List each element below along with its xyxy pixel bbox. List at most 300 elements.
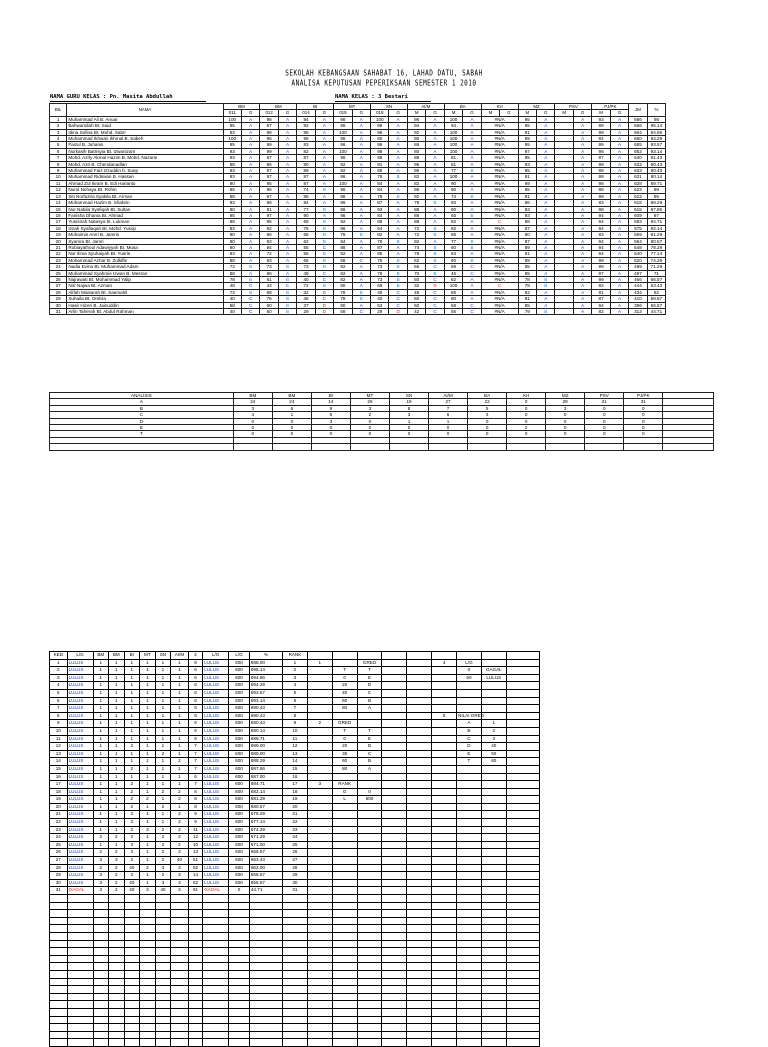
mark-cell: 84 <box>444 251 462 257</box>
pct-cell: 90.43 <box>647 168 665 174</box>
grade-cell: A <box>352 219 370 225</box>
bil-cell: 6 <box>50 148 67 154</box>
grade-cell: A <box>537 155 555 161</box>
blank-cell <box>171 970 189 978</box>
blank-cell <box>457 834 482 842</box>
mark-cell: 99 <box>592 123 610 129</box>
mark-cell: 96 <box>334 123 352 129</box>
ranking-cell: LULUS <box>67 705 93 713</box>
bil-cell: 20 <box>50 238 67 244</box>
blank-cell <box>506 887 539 895</box>
mark-cell: 56 <box>407 264 425 270</box>
mark-cell: 46 <box>297 296 315 302</box>
blank-cell <box>307 940 332 948</box>
blank-cell <box>407 841 432 849</box>
ranking-cell: 1 <box>171 803 189 811</box>
pct-cell: 74.29 <box>647 257 665 263</box>
ranking-cell: 1 <box>155 697 171 705</box>
blank-cell <box>188 986 203 994</box>
ranking-cell: 25 <box>50 841 68 849</box>
ranking-cell: 52 <box>188 864 203 872</box>
mark-cell: 80 <box>334 283 352 289</box>
mark-cell: 73 <box>297 264 315 270</box>
ranking-cell: 3 <box>93 887 109 895</box>
ranking-cell: 600 <box>229 750 250 758</box>
mark-cell: 92 <box>592 283 610 289</box>
blank-cell <box>457 682 482 690</box>
blank-cell <box>307 773 332 781</box>
blank-cell <box>124 963 140 971</box>
mark-cell: 96 <box>407 168 425 174</box>
mark-cell: 82 <box>444 219 462 225</box>
analysis-count: 0 <box>311 425 350 431</box>
grade-cell: A <box>315 155 333 161</box>
ranking-cell: LULUS <box>203 841 229 849</box>
blank-cell <box>188 963 203 971</box>
subject-header: BI <box>297 104 334 110</box>
blank-cell <box>50 1039 68 1047</box>
mark-cell: 78 <box>223 276 241 282</box>
ranking-cell: 2 <box>93 864 109 872</box>
ranking-cell: 2 <box>155 788 171 796</box>
student-name: Siti Norfazira Syakila Bt. Arman <box>67 193 223 199</box>
mark-cell: 82 <box>371 232 389 238</box>
blank-cell <box>307 864 332 872</box>
blank-cell <box>203 955 229 963</box>
blank-cell <box>506 788 539 796</box>
blank-cell <box>249 1001 282 1009</box>
blank-cell <box>307 986 332 994</box>
blank-cell <box>382 872 407 880</box>
grade-cell: C <box>241 309 259 315</box>
mark-cell: 60 <box>444 244 462 250</box>
grade-cell: A <box>278 200 296 206</box>
ranking-cell: 1 <box>140 674 156 682</box>
blank-cell <box>382 925 407 933</box>
mark-cell: 94 <box>592 244 610 250</box>
blank-cell <box>663 444 714 450</box>
ranking-cell: 1 <box>171 697 189 705</box>
ranking-cell: LULUS <box>203 674 229 682</box>
blank-cell <box>357 993 382 1001</box>
blank-cell <box>249 925 282 933</box>
blank-cell <box>332 849 357 857</box>
ranking-row <box>50 970 540 978</box>
pct-cell: 88.29 <box>647 200 665 206</box>
grade-cell: C <box>315 270 333 276</box>
ranking-cell: 2 <box>109 834 125 842</box>
mark-cell: 68 <box>297 232 315 238</box>
grade-cell: B <box>389 276 407 282</box>
grade-cell: A <box>352 238 370 244</box>
grade-cell: A <box>463 161 481 167</box>
ranking-cell: 2 <box>93 834 109 842</box>
grade-cell: A <box>463 200 481 206</box>
student-name: Mohd. Azrly Akmal Hazim B. Mohd. Nazarie <box>67 155 223 161</box>
grade-cell: A <box>315 123 333 129</box>
bil-cell: 24 <box>50 264 67 270</box>
grade-cell: B <box>426 251 444 257</box>
student-name: Robiayathoul Adawiyyah Bt. Musa <box>67 244 223 250</box>
grade-cell: D <box>389 309 407 315</box>
mark-cell: 85 <box>518 168 536 174</box>
grade-cell: A <box>352 212 370 218</box>
mark-cell: 87 <box>297 155 315 161</box>
grade-cell: A <box>352 148 370 154</box>
blank-cell <box>332 652 357 660</box>
grade-cell: A <box>610 123 628 129</box>
mark-cell: 87 <box>592 296 610 302</box>
subject-header: KH <box>481 104 518 110</box>
blank-cell <box>432 902 457 910</box>
subject-header: BA <box>444 104 481 110</box>
ranking-cell: LULUS <box>203 849 229 857</box>
ranking-cell: 1 <box>140 803 156 811</box>
blank-cell <box>140 963 156 971</box>
blank-cell <box>506 674 539 682</box>
blank-cell <box>155 940 171 948</box>
ranking-cell: 3 <box>171 834 189 842</box>
blank-cell <box>307 902 332 910</box>
grade-cell: C <box>315 276 333 282</box>
blank-cell <box>332 978 357 986</box>
analysis-grade: A <box>50 399 234 405</box>
blank-cell <box>506 811 539 819</box>
grade-cell: A <box>278 155 296 161</box>
ranking-row <box>50 864 540 872</box>
ranking-row <box>50 932 540 940</box>
ranking-cell: 690.43 <box>249 720 282 728</box>
ranking-cell: 671.00 <box>249 841 282 849</box>
ranking-cell: 31 <box>50 887 68 895</box>
ranking-cell: 3 <box>171 849 189 857</box>
grade-cell: C <box>241 302 259 308</box>
report-title: ANALISA KEPUTUSAN PEPERIKSAAN SEMESTER 1 2010 <box>291 78 477 89</box>
grade-cell: B <box>278 309 296 315</box>
lookup-cell: 0 <box>332 674 357 682</box>
grade-cell: A <box>352 123 370 129</box>
ranking-cell: 1 <box>93 765 109 773</box>
ranking-cell: 1 <box>155 689 171 697</box>
blank-cell <box>506 857 539 865</box>
grade-cell: A <box>241 219 259 225</box>
blank-cell <box>188 902 203 910</box>
blank-cell <box>432 864 457 872</box>
blank-cell <box>307 803 332 811</box>
analysis-count: 0 <box>624 431 663 437</box>
mark-cell: 91 <box>518 129 536 135</box>
blank-cell <box>229 1001 250 1009</box>
grade-cell: A <box>537 206 555 212</box>
analysis-subject: BM <box>272 393 311 399</box>
grade-cell: A <box>463 219 481 225</box>
blank-cell <box>407 986 432 994</box>
blank-cell <box>155 917 171 925</box>
blank-cell <box>332 826 357 834</box>
grade-cell: A <box>610 206 628 212</box>
lookup-cell: L/G <box>457 659 482 667</box>
blank-cell <box>155 963 171 971</box>
pct-cell: 56.57 <box>647 302 665 308</box>
analysis-count: 0 <box>624 425 663 431</box>
grade-cell: C <box>426 289 444 295</box>
blank-cell <box>382 993 407 1001</box>
blank-cell <box>332 917 357 925</box>
psv-grade-cell: A <box>573 136 591 142</box>
blank-cell <box>407 735 432 743</box>
ranking-cell: 1 <box>124 667 140 675</box>
mark-cell: 98 <box>371 155 389 161</box>
mark-cell: 85 <box>223 187 241 193</box>
student-name: Hasir Hizeri B. Jainuddin <box>67 302 223 308</box>
blank-cell <box>283 1016 308 1024</box>
analysis-count: 31 <box>585 399 624 405</box>
ranking-row <box>50 986 540 994</box>
grade-cell: A <box>352 244 370 250</box>
mark-cell: 95 <box>260 232 278 238</box>
grade-cell: B <box>315 187 333 193</box>
blank-cell <box>481 978 506 986</box>
ranking-cell: 1 <box>93 796 109 804</box>
ranking-row <box>50 1031 540 1039</box>
mark-cell: 91 <box>518 251 536 257</box>
blank-cell <box>171 1008 189 1016</box>
blank-cell <box>124 1024 140 1032</box>
ranking-cell: 31 <box>283 887 308 895</box>
grade-cell: A <box>278 142 296 148</box>
analysis-count: 5 <box>468 405 507 411</box>
grade-cell: A <box>278 123 296 129</box>
mark-cell: 90 <box>407 136 425 142</box>
mark-cell: 100 <box>223 116 241 122</box>
grade-cell: A <box>537 116 555 122</box>
blank-cell <box>481 788 506 796</box>
blank-cell <box>457 925 482 933</box>
kh-cell: #N/A <box>481 212 518 218</box>
ranking-cell: LULUS <box>203 689 229 697</box>
grade-cell: A <box>241 193 259 199</box>
ranking-row <box>50 788 540 796</box>
grade-cell: A <box>278 180 296 186</box>
ranking-cell: LULUS <box>203 872 229 880</box>
analysis-count: 14 <box>311 399 350 405</box>
ranking-cell: 1 <box>140 879 156 887</box>
ranking-cell: 600 <box>229 781 250 789</box>
grade-cell: A <box>610 276 628 282</box>
ranking-header: SN <box>155 652 171 660</box>
mark-cell: 96 <box>297 136 315 142</box>
grade-cell: A <box>463 142 481 148</box>
blank-cell <box>188 1008 203 1016</box>
blank-cell <box>229 1031 250 1039</box>
blank-cell <box>481 963 506 971</box>
blank-cell <box>332 712 357 720</box>
class-underline <box>335 101 431 102</box>
ranking-row <box>50 887 540 895</box>
mark-cell: 93 <box>592 116 610 122</box>
grade-cell: B <box>315 206 333 212</box>
ranking-cell: 26 <box>50 849 68 857</box>
mark-cell: 89 <box>297 168 315 174</box>
blank-cell <box>407 697 432 705</box>
blank-cell <box>407 1008 432 1016</box>
ranking-header: L/G <box>203 652 229 660</box>
pct-header: % <box>647 104 665 117</box>
blank-cell <box>155 978 171 986</box>
mark-cell: 96 <box>334 155 352 161</box>
grade-cell: B <box>241 276 259 282</box>
g-header: G <box>537 110 555 116</box>
blank-cell <box>67 925 93 933</box>
grade-cell: D <box>315 289 333 295</box>
mark-cell: 93 <box>223 155 241 161</box>
psv-grade-cell: A <box>573 244 591 250</box>
grade-cell: A <box>610 225 628 231</box>
blank-cell <box>307 765 332 773</box>
blank-cell <box>249 955 282 963</box>
ranking-cell: LULUS <box>203 667 229 675</box>
mark-cell: 72 <box>260 251 278 257</box>
blank-cell <box>407 796 432 804</box>
mark-cell: 86 <box>444 289 462 295</box>
blank-cell <box>506 864 539 872</box>
ranking-cell: LULUS <box>203 879 229 887</box>
grade-cell: A <box>610 148 628 154</box>
blank-cell <box>506 872 539 880</box>
ranking-cell: 1 <box>140 712 156 720</box>
mark-cell: 83 <box>297 142 315 148</box>
lookup-cell: 60 <box>332 758 357 766</box>
ranking-row <box>50 720 540 728</box>
blank-cell <box>307 895 332 903</box>
mark-cell: 72 <box>297 283 315 289</box>
blank-cell <box>140 948 156 956</box>
ranking-cell: 1 <box>109 803 125 811</box>
ranking-header: AI/M <box>171 652 189 660</box>
blank-cell <box>457 803 482 811</box>
grade-cell: A <box>241 244 259 250</box>
mark-cell: 92 <box>334 219 352 225</box>
kh-cell: #N/A <box>481 116 518 122</box>
blank-cell <box>332 841 357 849</box>
blank-cell <box>481 1008 506 1016</box>
subject-header: SN <box>371 104 408 110</box>
blank-cell <box>407 1031 432 1039</box>
ranking-cell: LULUS <box>67 697 93 705</box>
ranking-cell: 1 <box>155 667 171 675</box>
jm-cell: 660 <box>629 136 647 142</box>
blank-cell <box>155 925 171 933</box>
jm-cell: 666 <box>629 123 647 129</box>
blank-cell <box>155 910 171 918</box>
blank-cell <box>332 1031 357 1039</box>
ranking-cell: LULUS <box>67 819 93 827</box>
mark-cell: 95 <box>223 212 241 218</box>
ranking-cell: 689.71 <box>249 735 282 743</box>
blank-cell <box>307 925 332 933</box>
blank-cell <box>332 963 357 971</box>
ranking-cell: LULUS <box>203 697 229 705</box>
analysis-subject: MZ <box>546 393 585 399</box>
jm-cell: 652 <box>629 148 647 154</box>
blank-cell <box>382 902 407 910</box>
kh-cell: C <box>481 219 518 225</box>
bil-cell: 8 <box>50 161 67 167</box>
jm-cell: 609 <box>629 212 647 218</box>
ranking-cell: 23 <box>50 826 68 834</box>
mark-cell: 49 <box>371 289 389 295</box>
blank-cell <box>432 1024 457 1032</box>
grade-cell: A <box>537 129 555 135</box>
mark-cell: 98 <box>334 116 352 122</box>
ranking-cell: 10 <box>283 727 308 735</box>
lookup-cell: A <box>357 765 382 773</box>
mark-cell: 92 <box>334 264 352 270</box>
lookup-cell: 20 <box>332 682 357 690</box>
mark-cell: 88 <box>518 219 536 225</box>
mark-cell: 55 <box>444 309 462 315</box>
grade-cell: A <box>426 174 444 180</box>
blank-cell <box>203 970 229 978</box>
ranking-cell: LULUS <box>67 758 93 766</box>
grade-cell: A <box>352 225 370 231</box>
blank-cell <box>506 986 539 994</box>
ranking-cell: 1 <box>140 773 156 781</box>
ranking-cell: 1 <box>124 773 140 781</box>
grade-cell: A <box>241 148 259 154</box>
kh-cell: C <box>481 283 518 289</box>
grade-cell: A <box>278 257 296 263</box>
jm-cell: 540 <box>629 251 647 257</box>
lookup-cell: D <box>357 682 382 690</box>
kh-cell: #N/A <box>481 174 518 180</box>
bil-cell: 4 <box>50 136 67 142</box>
ranking-cell: 8 <box>188 788 203 796</box>
code-header: 011 <box>223 110 241 116</box>
blank-cell <box>283 948 308 956</box>
ranking-cell: 1 <box>109 750 125 758</box>
ranking-cell: 1 <box>93 674 109 682</box>
ranking-header: MT <box>140 652 156 660</box>
mark-cell: 100 <box>334 129 352 135</box>
blank-cell <box>457 841 482 849</box>
grade-cell: A <box>426 187 444 193</box>
ranking-row <box>50 811 540 819</box>
grade-cell: B <box>389 264 407 270</box>
blank-cell <box>382 834 407 842</box>
ranking-cell: 1 <box>109 826 125 834</box>
blank-cell <box>171 978 189 986</box>
kh-cell: #N/A <box>481 200 518 206</box>
kh-cell: #N/A <box>481 238 518 244</box>
psv-grade-cell: A <box>573 161 591 167</box>
blank-cell <box>432 849 457 857</box>
analysis-count: 0 <box>468 425 507 431</box>
mark-cell: 88 <box>223 219 241 225</box>
blank-cell <box>249 978 282 986</box>
ranking-cell: 663.43 <box>249 857 282 865</box>
kh-cell: #N/A <box>481 142 518 148</box>
ranking-cell: 1 <box>93 781 109 789</box>
mark-cell: 96 <box>260 200 278 206</box>
blank-cell <box>67 1031 93 1039</box>
analysis-subject: BI <box>311 393 350 399</box>
blank-cell <box>432 750 457 758</box>
blank-cell <box>432 932 457 940</box>
grade-cell: D <box>315 309 333 315</box>
blank-cell <box>382 803 407 811</box>
psv-grade-cell: A <box>573 180 591 186</box>
